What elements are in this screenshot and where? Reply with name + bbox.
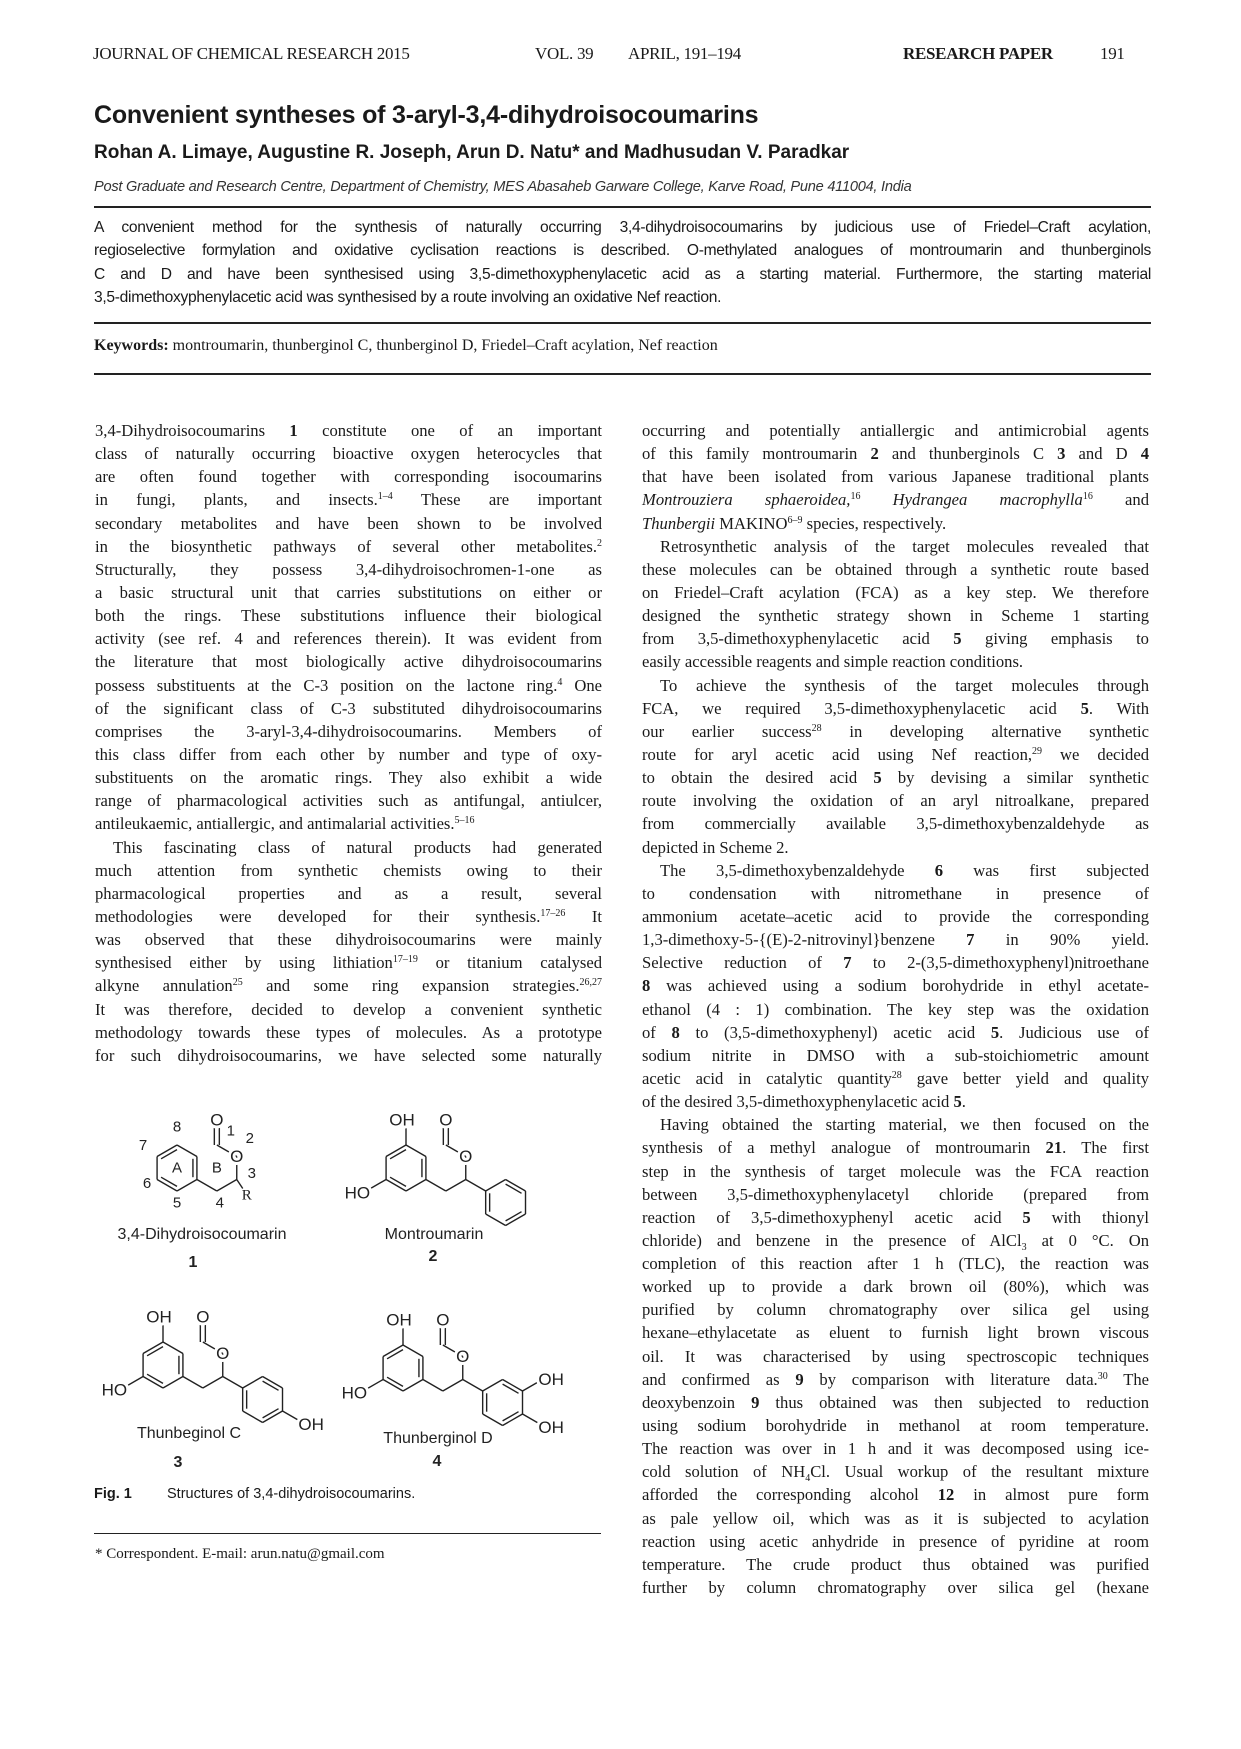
- body-line: this class differ from each other by number and type of oxy-: [95, 744, 602, 764]
- lactone-bond: [443, 1380, 463, 1392]
- abstract-line: 3,5-dimethoxyphenylacetic acid was synthesised by a route involving an oxidative Nef reaction.: [94, 288, 722, 306]
- carbonyl-oxygen: O: [436, 1310, 450, 1330]
- substituent-r: R: [241, 1187, 252, 1204]
- abstract-line: C and D and have been synthesised using 3,5-dimethoxyphenylacetic acid as a starting material. Furthermore, the starting material: [94, 265, 1151, 283]
- molecule-number: 2: [428, 1248, 438, 1265]
- ring-bond: [163, 1377, 183, 1389]
- reference-superscript: 26,27: [579, 977, 602, 989]
- ring-bond: [403, 1345, 423, 1357]
- lactone-bond: [183, 1377, 203, 1389]
- body-line: to obtain the desired acid 5 by devising a similar synthetic: [642, 768, 1149, 788]
- ring-bond: [406, 1180, 426, 1192]
- body-line: 8 was achieved using a sodium borohydride in ethyl acetate-: [642, 976, 1149, 996]
- subscript: 3: [1021, 1241, 1027, 1253]
- body-line: reaction using acetic anhydride in presence of pyridine at room: [642, 1531, 1149, 1551]
- body-line: on Friedel–Craft acylation (FCA) as a key step. We therefore: [642, 582, 1149, 602]
- body-line: in the biosynthetic pathways of several other metabolites.$^2$: [95, 536, 602, 556]
- body-line: in fungi, plants, and insects.$^{1-4}$ These are important: [95, 490, 602, 510]
- footnote-divider: [94, 1533, 601, 1534]
- compound-number: 8: [671, 1022, 680, 1042]
- double-bond: [161, 1177, 177, 1186]
- reference-superscript: 17–26: [540, 907, 566, 919]
- ring-bond: [483, 1380, 503, 1392]
- compound-number: 4: [1140, 444, 1149, 464]
- aryl-bond: [223, 1377, 243, 1389]
- hydroxyl-para: OH: [538, 1418, 564, 1437]
- carbonyl-oxygen: O: [439, 1110, 453, 1130]
- body-line: hexane–ethylacetate as eluent to furnish light brown viscous: [642, 1323, 1149, 1343]
- reference-superscript: 25: [232, 977, 243, 989]
- keywords-label: Keywords:: [94, 337, 169, 354]
- body-line: worked up to provide a dark brown oil (80%), which was: [642, 1277, 1149, 1297]
- body-line: range of pharmacological activities such as antifungal, antiulcer,: [95, 791, 602, 811]
- molecule-name: 3,4-Dihydroisocoumarin: [117, 1226, 287, 1243]
- body-line: our earlier success$^{28}$ in developing alternative synthetic: [642, 721, 1149, 741]
- double-bond: [503, 1384, 519, 1393]
- aryl-bond: [466, 1180, 486, 1192]
- divider: [94, 373, 1151, 375]
- body-line: for such dihydroisocoumarins, we have selected some naturally: [95, 1045, 602, 1065]
- double-bond: [390, 1177, 406, 1186]
- body-line: Thunbergii MAKINO$^{6-9}$ species, respectively.: [642, 513, 947, 533]
- ring-bond: [403, 1380, 423, 1392]
- reference-superscript: 17–19: [392, 954, 418, 966]
- compound-number: 3: [1057, 444, 1066, 464]
- lactone-bond: [423, 1380, 443, 1392]
- carbonyl-oxygen: O: [210, 1110, 224, 1130]
- body-line: acetic acid in catalytic quantity$^{28}$ gave better yield and quality: [642, 1068, 1149, 1088]
- keywords: [94, 337, 718, 355]
- body-line: methodologies were developed for their synthesis.$^{17-26}$ It: [95, 906, 602, 926]
- ring-a-label: A: [171, 1159, 183, 1177]
- double-bond: [147, 1347, 163, 1356]
- body-line: Retrosynthetic analysis of the target molecules revealed that: [660, 536, 1149, 556]
- position-number: 7: [138, 1137, 148, 1154]
- reference-superscript: 28: [811, 722, 822, 734]
- reference-superscript: 2: [597, 537, 602, 549]
- body-line: class of naturally occurring bioactive oxygen heterocycles that: [95, 444, 602, 464]
- compound-number: 5: [990, 1022, 1000, 1042]
- body-line: comprises the 3-aryl-3,4-dihydroisocoumarins. Members of: [95, 721, 602, 741]
- author-list: Rohan A. Limaye, Augustine R. Joseph, Arun D. Natu* and Madhusudan V. Paradkar: [94, 142, 850, 163]
- hydroxyl-8: OH: [146, 1307, 172, 1327]
- body-line: depicted in Scheme 2.: [642, 837, 789, 857]
- position-number: 4: [215, 1194, 225, 1212]
- ring-bond: [406, 1145, 426, 1157]
- compound-number: 5: [1080, 698, 1089, 718]
- body-line: easily accessible reagents and simple reaction conditions.: [642, 652, 1024, 672]
- body-line: Montrouziera sphaeroidea,$^{16}$ Hydrangea macrophylla$^{16}$ and: [642, 490, 1149, 510]
- body-line: of the significant class of C-3 substituted dihydroisocoumarins: [95, 698, 602, 718]
- reference-superscript: 28: [891, 1069, 902, 1081]
- body-line: activity (see ref. 4 and references therein). It was evident from: [95, 629, 602, 649]
- ring-b-label: B: [211, 1159, 222, 1177]
- position-number: 1: [226, 1122, 236, 1140]
- body-line: Having obtained the starting material, we then focused on the: [660, 1115, 1149, 1135]
- reference-superscript: 29: [1032, 745, 1043, 757]
- body-line: methodology towards these types of molecules. As a prototype: [95, 1022, 602, 1042]
- figure-caption-text: Structures of 3,4-dihydroisocoumarins.: [167, 1486, 416, 1502]
- carbonyl-oxygen: O: [196, 1307, 210, 1327]
- body-line: both the rings. These substitutions influence their biological: [95, 606, 602, 626]
- body-line: as pale yellow oil, which was as it is subjected to acylation: [642, 1508, 1149, 1528]
- aryl-bond: [463, 1380, 483, 1392]
- molecule-number: 3: [173, 1454, 183, 1471]
- double-bond: [387, 1377, 403, 1386]
- double-bond: [147, 1374, 163, 1383]
- double-bond: [503, 1412, 519, 1421]
- body-line: step in the synthesis of target molecule was the FCA reaction: [642, 1161, 1149, 1181]
- body-line: To achieve the synthesis of the target molecules through: [660, 675, 1149, 695]
- body-line: occurring and potentially antiallergic and antimicrobial agents: [642, 421, 1149, 440]
- lactone-bond: [446, 1180, 466, 1192]
- ring-bond: [243, 1377, 263, 1389]
- lactone-bond: [197, 1180, 217, 1192]
- italic-text: Thunbergii: [642, 513, 716, 533]
- body-line: these molecules can be obtained through a synthetic route based: [642, 559, 1149, 579]
- ring-bond: [163, 1342, 183, 1354]
- molecule-name: Montroumarin: [384, 1226, 484, 1243]
- section-label: RESEARCH PAPER: [903, 44, 1053, 63]
- italic-text: Montrouziera sphaeroidea,: [642, 490, 851, 510]
- hydroxyl-8: OH: [389, 1110, 415, 1130]
- body-line: of this family montroumarin 2 and thunberginols C 3 and D 4: [642, 444, 1149, 464]
- body-line: to condensation with nitromethane in presence of: [642, 883, 1149, 903]
- lactone-bond: [217, 1180, 237, 1192]
- body-line: cold solution of $NH_4Cl$. Usual workup of the resultant mixture: [642, 1462, 1149, 1485]
- body-line: The 3,5-dimethoxybenzaldehyde 6 was first subjected: [660, 860, 1149, 880]
- body-line: of the desired 3,5-dimethoxyphenylacetic acid 5.: [642, 1092, 966, 1112]
- double-bond: [387, 1350, 403, 1359]
- body-line: reaction of 3,5-dimethoxyphenyl acetic acid 5 with thionyl: [642, 1207, 1149, 1227]
- molecule-name: Thunbeginol C: [136, 1425, 242, 1442]
- position-number: 8: [172, 1118, 182, 1136]
- body-line: from 3,5-dimethoxyphenylacetic acid 5 giving emphasis to: [642, 629, 1149, 649]
- body-line: was observed that these dihydroisocoumarins were mainly: [95, 930, 602, 950]
- ring-bond: [486, 1180, 506, 1192]
- body-line: Structurally, they possess 3,4-dihydroisochromen-1-one as: [95, 559, 602, 579]
- body-line: are often found together with corresponding isocoumarins: [95, 467, 602, 487]
- body-line: substituents on the aromatic rings. They also exhibit a wide: [95, 768, 602, 788]
- molecule-number: 1: [188, 1254, 198, 1271]
- molecule-number: 4: [432, 1453, 442, 1470]
- reference-superscript: 4: [557, 676, 563, 688]
- double-bond: [161, 1150, 177, 1159]
- subscript: 4: [805, 1473, 811, 1485]
- hydroxyl-6: HO: [101, 1380, 128, 1400]
- lactone-bond: [203, 1377, 223, 1389]
- abstract-line: regioselective formylation and oxidative cyclisation reactions is described. O-methylated analogues of montroumarin and thunberginols: [94, 242, 1151, 260]
- body-line: oil. It was characterised by using spectroscopic techniques: [642, 1346, 1149, 1366]
- body-column-right: [642, 419, 1149, 1599]
- body-line: ethanol (4 : 1) combination. The key step was the oxidation: [642, 999, 1149, 1019]
- reference-superscript: 6–9: [787, 514, 803, 526]
- ring-bond: [177, 1180, 197, 1192]
- compound-number: 7: [843, 953, 852, 973]
- body-line: deoxybenzoin 9 thus obtained was then subjected to reduction: [642, 1392, 1149, 1412]
- body-line: afforded the corresponding alcohol 12 in almost pure form: [642, 1485, 1149, 1505]
- reference-superscript: 30: [1097, 1370, 1108, 1382]
- divider: [94, 206, 1151, 208]
- body-line: secondary metabolites and have been shown to be involved: [95, 513, 602, 533]
- body-line: sodium nitrite in DMSO with a sub-stoichiometric amount: [642, 1045, 1149, 1065]
- abstract: [94, 216, 1151, 309]
- body-line: chloride) and benzene in the presence of AlCl$_3$ at 0 °C. On: [642, 1230, 1149, 1253]
- body-line: completion of this reaction after 1 h (TLC), the reaction was: [642, 1254, 1149, 1274]
- journal-name: JOURNAL OF CHEMICAL RESEARCH 2015: [93, 44, 410, 63]
- compound-number: 8: [642, 976, 651, 996]
- affiliation: Post Graduate and Research Centre, Department of Chemistry, MES Abasaheb Garware College, Karve Road, Pune 411004, India: [94, 179, 912, 195]
- body-line: between 3,5-dimethoxyphenylacetyl chloride (prepared from: [642, 1184, 1149, 1204]
- correspondent-footnote: * Correspondent. E-mail: arun.natu@gmail.com: [95, 1546, 385, 1562]
- body-line: 3,4-Dihydroisocoumarins 1 constitute one of an important: [95, 421, 602, 440]
- body-line: from commercially available 3,5-dimethoxybenzaldehyde as: [642, 814, 1149, 834]
- italic-text: Hydrangea macrophylla: [892, 490, 1083, 510]
- ring-oxygen: O: [230, 1147, 244, 1166]
- body-line: alkyne annulation$^{25}$ and some ring expansion strategies.$^{26,27}$: [95, 976, 602, 996]
- body-line: It was therefore, decided to develop a convenient synthetic: [95, 999, 602, 1019]
- body-line: of 8 to (3,5-dimethoxyphenyl) acetic acid 5. Judicious use of: [642, 1022, 1149, 1042]
- compound-number: 12: [937, 1485, 955, 1505]
- hydroxyl-6: HO: [341, 1383, 368, 1403]
- body-line: purified by column chromatography over silica gel using: [642, 1300, 1149, 1320]
- volume: VOL. 39: [535, 44, 594, 63]
- reference-superscript: 1–4: [377, 491, 393, 503]
- double-bond: [263, 1381, 279, 1390]
- figure-1-structures: [80, 1100, 620, 1480]
- double-bond: [506, 1212, 522, 1221]
- ring-oxygen: O: [459, 1147, 473, 1166]
- ring-bond: [177, 1145, 197, 1157]
- body-line: This fascinating class of natural products had generated: [113, 837, 602, 857]
- ring-bond: [483, 1414, 503, 1426]
- body-line: and confirmed as 9 by comparison with literature data.$^{30}$ The: [642, 1369, 1149, 1389]
- divider: [94, 322, 1151, 324]
- hydroxyl-para: OH: [298, 1415, 324, 1434]
- body-line: ammonium acetate–acetic acid to provide the corresponding: [642, 906, 1149, 926]
- compound-number: 21: [1045, 1138, 1063, 1158]
- body-line: synthesised either by using lithiation$^{17-19}$ or titanium catalysed: [95, 953, 602, 973]
- body-line: designed the synthetic strategy shown in Scheme 1 starting: [642, 606, 1149, 626]
- double-bond: [506, 1184, 522, 1193]
- compound-number: 7: [966, 930, 975, 950]
- reference-superscript: 16: [850, 491, 861, 503]
- reference-superscript: 16: [1082, 491, 1093, 503]
- abstract-line: A convenient method for the synthesis of naturally occurring 3,4-dihydroisocoumarins by judicious use of Friedel–Craft acylation,: [94, 219, 1151, 236]
- hydroxyl-8: OH: [386, 1310, 412, 1330]
- position-number: 3: [247, 1165, 256, 1182]
- hydroxyl-meta: OH: [538, 1370, 564, 1389]
- body-line: FCA, we required 3,5-dimethoxyphenylacetic acid 5. With: [642, 698, 1149, 718]
- keywords-list: montroumarin, thunberginol C, thunberginol D, Friedel–Craft acylation, Nef reaction: [168, 337, 718, 354]
- body-line: route for aryl acetic acid using Nef reaction,$^{29}$ we decided: [642, 744, 1149, 764]
- body-line: The reaction was over in 1 h and it was decomposed using ice-: [642, 1439, 1149, 1459]
- body-line: further by column chromatography over silica gel (hexane: [642, 1578, 1149, 1598]
- body-line: temperature. The crude product thus obtained was purified: [642, 1554, 1149, 1574]
- compound-number: 2: [870, 444, 879, 464]
- compound-number: 1: [289, 421, 298, 440]
- position-number: 5: [172, 1194, 182, 1212]
- figure-caption-label: Fig. 1: [94, 1486, 132, 1502]
- page-number: 191: [1100, 44, 1125, 63]
- body-line: the literature that most biologically active dihydroisocoumarins: [95, 652, 602, 672]
- lactone-bond: [426, 1180, 446, 1192]
- body-line: using sodium borohydride in methanol at room temperature.: [642, 1416, 1149, 1436]
- compound-number: 9: [795, 1369, 804, 1389]
- hydroxyl-6: HO: [344, 1183, 371, 1203]
- compound-number: 5: [953, 1092, 962, 1112]
- body-line: a basic structural unit that carries substitutions on either or: [95, 582, 602, 602]
- compound-number: 5: [873, 768, 882, 788]
- ring-bond: [486, 1214, 506, 1226]
- body-line: route involving the oxidation of an aryl nitroalkane, prepared: [642, 791, 1149, 811]
- compound-number: 9: [751, 1392, 760, 1412]
- body-line: pharmacological properties and as a result, several: [95, 883, 602, 903]
- molecule-name: Thunberginol D: [383, 1430, 493, 1447]
- compound-number: 5: [953, 629, 962, 649]
- position-number: 2: [245, 1130, 254, 1147]
- body-line: much attention from synthetic chemists owing to their: [95, 860, 602, 880]
- double-bond: [263, 1409, 279, 1418]
- body-line: possess substituents at the C-3 position on the lactone ring.$^4$ One: [95, 675, 602, 695]
- body-line: 1,3-dimethoxy-5-{(E)-2-nitrovinyl}benzene 7 in 90% yield.: [642, 930, 1149, 950]
- compound-number: 6: [934, 860, 944, 880]
- article-title: Convenient syntheses of 3-aryl-3,4-dihydroisocoumarins: [94, 101, 759, 129]
- body-line: antileukaemic, antiallergic, and antimalarial activities.$^{5-16}$: [95, 814, 475, 834]
- body-line: synthesis of a methyl analogue of montroumarin 21. The first: [642, 1138, 1149, 1158]
- compound-number: 5: [1022, 1207, 1031, 1227]
- issue-pages: APRIL, 191–194: [628, 44, 741, 63]
- position-number: 6: [142, 1175, 152, 1192]
- reference-superscript: 5–16: [454, 815, 475, 827]
- double-bond: [390, 1150, 406, 1159]
- ring-oxygen: O: [456, 1347, 470, 1366]
- ring-bond: [243, 1411, 263, 1423]
- ring-oxygen: O: [216, 1344, 230, 1363]
- body-line: that have been isolated from various Japanese traditional plants: [642, 467, 1149, 487]
- body-column-left: [95, 419, 602, 1067]
- body-line: Selective reduction of 7 to 2-(3,5-dimethoxyphenyl)nitroethane: [642, 953, 1149, 973]
